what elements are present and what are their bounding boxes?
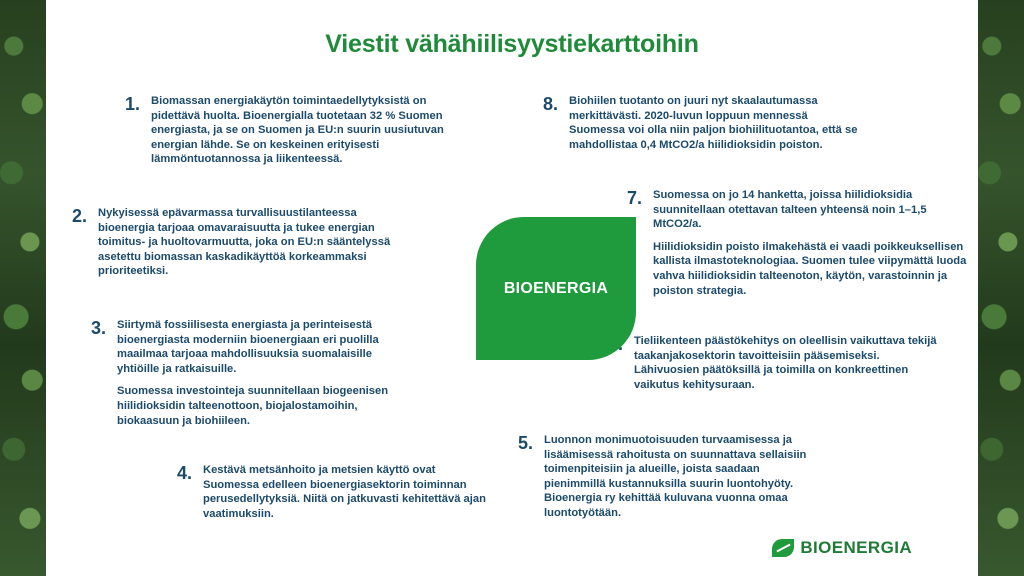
bioenergia-leaf-badge <box>476 217 636 360</box>
forest-background-left <box>0 0 46 576</box>
message-item-2 <box>72 206 392 279</box>
item-number: 3. <box>91 318 107 338</box>
content-panel <box>46 0 978 576</box>
message-item-7 <box>627 188 967 298</box>
message-item-4 <box>177 463 487 521</box>
message-item-5 <box>518 433 818 521</box>
item-text: Siirtymä fossiilisesta energiasta ja perinteisestä bioenergiasta moderniin bioenergiaan eri puolilla maailmaa tarjoaa mahdollisuuksia suomalaisille yhtiöille ja ratkaisuille. <box>117 319 379 375</box>
message-item-8 <box>543 94 863 152</box>
item-text: Biomassan energiakäytön toimintaedellytyksistä on pidettävä huolta. Bioenergialla tuotetaan 32 % Suomen energiasta, ja se on Suomen ja EU:n suurin uusiutuvan energian lähde. Se on keskeinen erityisesti lämmöntuotannossa ja liikenteessä. <box>151 95 444 166</box>
leaf-label: BIOENERGIA <box>503 279 609 297</box>
item-number: 2. <box>72 206 88 226</box>
item-text: Biohiilen tuotanto on juuri nyt skaalautumassa merkittävästi. 2020-luvun loppuun mennessä Suomessa voi olla niin paljon biohiilituotantoa, että se mahdollistaa 0,4 MtCO2/a hiilidioksidin poiston. <box>569 95 858 151</box>
item-text: Suomessa investointeja suunnitellaan biogeenisen hiilidioksidin talteenottoon, biojalostamoihin, biokaasuun ja biohiileen. <box>117 385 389 427</box>
logo-wordmark: BIOENERGIA <box>800 538 912 557</box>
item-number: 5. <box>518 433 534 453</box>
page-title: Viestit vähähiilisyystiekarttoihin <box>325 30 699 58</box>
item-number: 7. <box>627 188 643 208</box>
item-number: 1. <box>125 94 141 114</box>
item-text: Tieliikenteen päästökehitys on oleellisin vaikuttava tekijä taakanjakosektorin tavoitteisiin pääsemiseksi. Lähivuosien päätöksillä ja toimilla on konkreettinen vaikutus kehitysuraan. <box>634 335 937 391</box>
item-text: Kestävä metsänhoito ja metsien käyttö ovat Suomessa edelleen bioenergiasektorin toiminnan perusedellytyksiä. Niitä on jatkuvasti kehitettävä ajan vaatimuksiin. <box>203 464 486 520</box>
item-number: 4. <box>177 463 193 483</box>
item-text: Luonnon monimuotoisuuden turvaamisessa ja lisäämisessä rahoitusta on suunnattava sellaisiin toimenpiteisiin ja alueille, joista saadaan pienimmillä kustannuksilla suurin luontohyöty. Bioenergia ry kehittää kuluvana vuonna omaa luontotyötään. <box>544 434 807 519</box>
item-text: Nykyisessä epävarmassa turvallisuustilanteessa bioenergia tarjoaa omavaraisuutta ja tukee energian toimitus- ja huoltovarmuutta, joka on EU:n sääntelyssä asetettu biomassan kaskadikäyttöä korkeammaksi prioriteetiksi. <box>98 207 391 278</box>
leaf-logo-icon <box>772 539 794 557</box>
forest-background-right <box>978 0 1024 576</box>
message-item-3 <box>91 318 391 428</box>
bioenergia-logo <box>772 538 912 558</box>
item-text: Hiilidioksidin poisto ilmakehästä ei vaadi poikkeuksellisen kallista ilmastoteknologiaa. Suomen tulee viipymättä luoda vahva hiilidioksidin talteenoton, käytön, varastoinnin ja poiston strategia. <box>653 240 967 297</box>
item-number: 8. <box>543 94 559 114</box>
message-item-6 <box>608 334 938 392</box>
item-text: Suomessa on jo 14 hanketta, joissa hiilidioksidia suunnitellaan otettavan talteen yhteensä noin 1–1,5 MtCO2/a. <box>653 189 927 231</box>
message-item-1 <box>125 94 445 167</box>
